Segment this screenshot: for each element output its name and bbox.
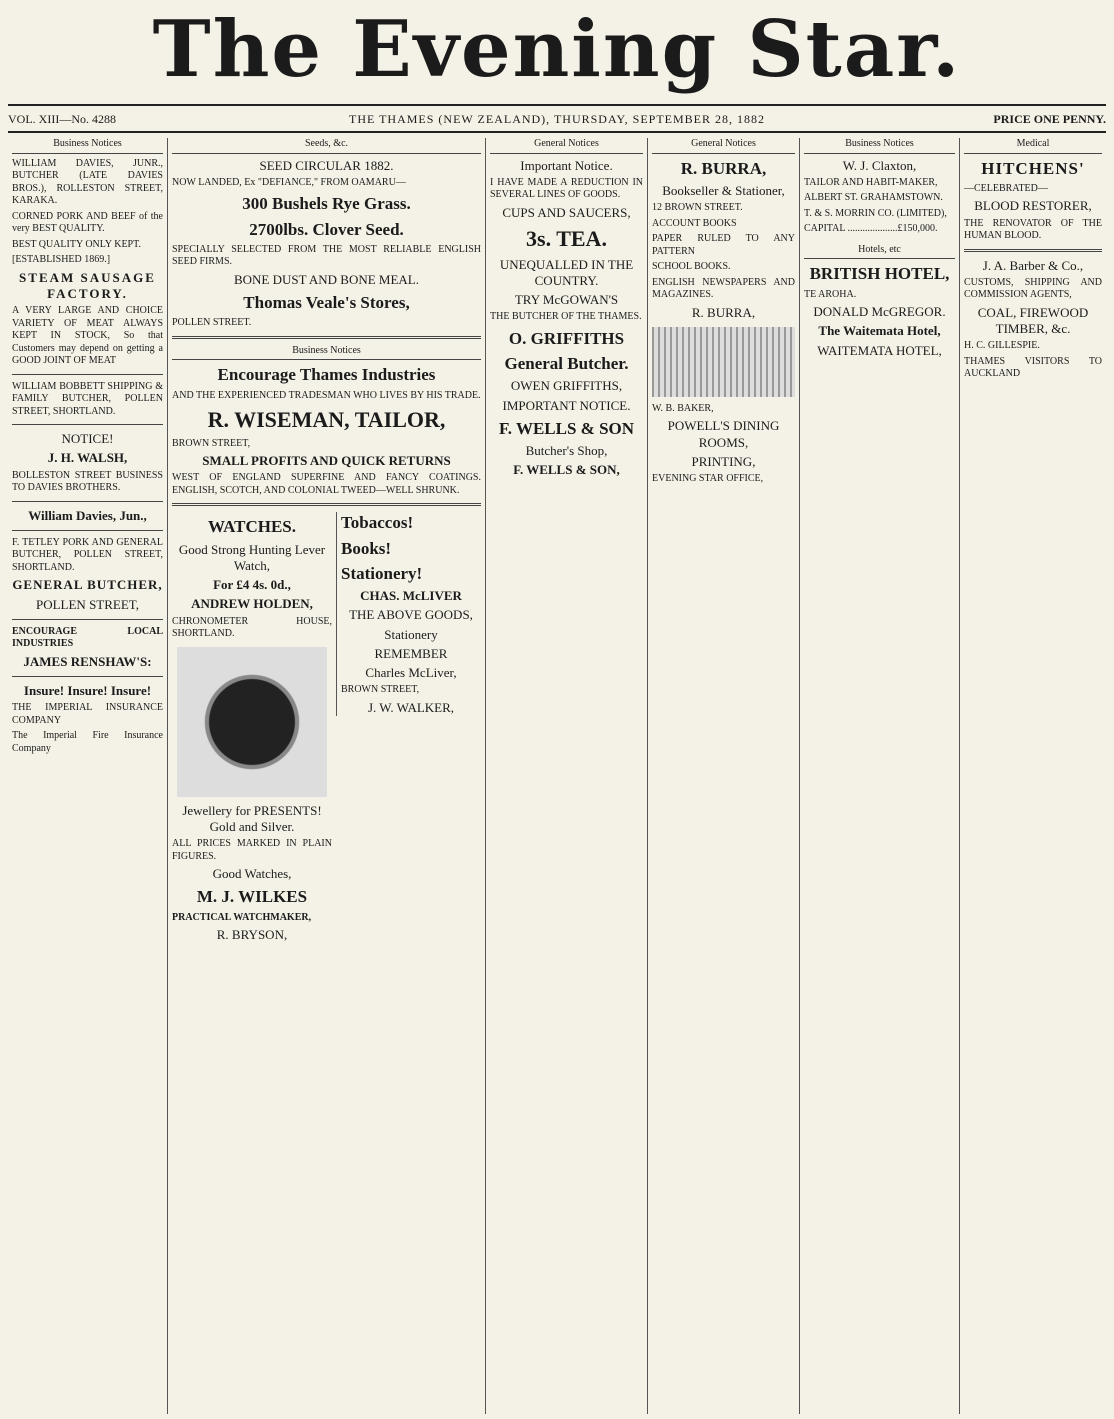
- ad-text: WILLIAM BOBBETT SHIPPING & FAMILY BUTCHER, POLLEN STREET, SHORTLAND.: [12, 380, 163, 417]
- column-4: [486, 138, 648, 1414]
- ad-heading: General Butcher.: [504, 354, 629, 373]
- ad-heading: COAL, FIREWOOD TIMBER, &c.: [977, 304, 1089, 336]
- ad-text: BROWN STREET,: [172, 437, 251, 449]
- ad-heading: William Davies, Jun.,: [28, 507, 147, 523]
- ad-heading: O. GRIFFITHS: [508, 328, 625, 348]
- ad-heading: STEAM SAUSAGE FACTORY.: [19, 269, 156, 301]
- ad-text: BOLLESTON STREET BUSINESS TO DAVIES BROTHERS.: [12, 469, 163, 493]
- ad-text: SCHOOL BOOKS.: [652, 261, 731, 272]
- price: PRICE ONE PENNY.: [993, 112, 1106, 126]
- ad-heading: REMEMBER: [374, 645, 448, 661]
- ad-heading: CHAS. McLIVER: [360, 588, 462, 603]
- ad-text: WILLIAM DAVIES, JUNR., BUTCHER (LATE DAVIES BROS.), ROLLESTON STREET, KARAKA.: [12, 157, 163, 206]
- section-header: Business Notices: [804, 138, 955, 154]
- ad-heading: Good Strong Hunting Lever Watch,: [178, 541, 326, 573]
- divider: [172, 336, 481, 339]
- place-date: THE THAMES (NEW ZEALAND), THURSDAY, SEPTEMBER 28, 1882: [348, 112, 765, 126]
- ad-heading: SMALL PROFITS AND QUICK RETURNS: [202, 453, 451, 468]
- ad-text: CAPITAL ....................£150,000.: [804, 223, 938, 235]
- ad-text: H. C. GILLESPIE.: [964, 340, 1040, 352]
- ad-heading: CUPS AND SAUCERS,: [502, 204, 631, 220]
- ad-heading: TRY McGOWAN'S: [514, 292, 619, 307]
- column-6: [800, 138, 960, 1414]
- divider: [12, 374, 163, 375]
- section-header: Seeds, &c.: [172, 138, 481, 154]
- ad-heading: UNEQUALLED IN THE COUNTRY.: [499, 256, 634, 288]
- ad-heading: WATCHES.: [207, 517, 296, 537]
- volume-number: VOL. XIII—No. 4288: [8, 112, 116, 126]
- ad-heading: F. WELLS & SON,: [513, 462, 620, 478]
- horse-illustration: [652, 327, 795, 397]
- ad-heading: JAMES RENSHAW'S:: [23, 653, 152, 669]
- masthead: [0, 0, 1114, 112]
- ad-heading: THE ABOVE GOODS,: [349, 607, 473, 623]
- ad-heading: BLOOD RESTORER,: [974, 198, 1092, 214]
- ad-heading: OWEN GRIFFITHS,: [510, 378, 623, 394]
- ad-heading: Charles McLiver,: [365, 665, 457, 680]
- section-header: Hotels, etc: [804, 244, 955, 260]
- ad-heading: R. WISEMAN, TAILOR,: [207, 407, 446, 432]
- section-header: General Notices: [652, 138, 795, 154]
- ad-heading: POWELL'S DINING ROOMS,: [667, 418, 780, 450]
- divider: [12, 424, 163, 425]
- ad-text: ALBERT ST. GRAHAMSTOWN.: [804, 192, 943, 204]
- ad-text: AND THE EXPERIENCED TRADESMAN WHO LIVES BY HIS TRADE.: [172, 389, 481, 401]
- divider: [12, 501, 163, 502]
- divider: [12, 676, 163, 677]
- dateline: [8, 112, 1106, 130]
- ad-text: F. TETLEY PORK AND GENERAL BUTCHER, POLLEN STREET, SHORTLAND.: [12, 536, 163, 573]
- ad-text: CORNED PORK AND BEEF of the very BEST QUALITY.: [12, 210, 163, 234]
- ad-heading: WAITEMATA HOTEL,: [817, 342, 942, 358]
- ad-heading: ANDREW HOLDEN,: [191, 596, 313, 612]
- ad-heading: R. BRYSON,: [216, 927, 288, 942]
- newspaper-title: The Evening Star.: [152, 4, 962, 95]
- ad-text: WEST OF ENGLAND SUPERFINE AND FANCY COATINGS. ENGLISH, SCOTCH, AND COLONIAL TWEED—WELL SHRUNK.: [172, 472, 481, 496]
- ad-heading: Jewellery for PRESENTS! Gold and Silver.: [182, 802, 322, 834]
- watches-ad: [172, 512, 332, 946]
- ad-text: TE AROHA.: [804, 288, 857, 300]
- ad-heading: IMPORTANT NOTICE.: [502, 397, 631, 413]
- ad-heading: 3s. TEA.: [526, 226, 607, 251]
- ad-text: I HAVE MADE A REDUCTION IN SEVERAL LINES OF GOODS.: [490, 176, 643, 201]
- ad-text: ACCOUNT BOOKS: [652, 217, 737, 229]
- ad-heading: 2700lbs. Clover Seed.: [249, 219, 404, 239]
- ad-text: THE IMPERIAL INSURANCE COMPANY: [12, 702, 163, 726]
- ad-heading: Encourage Thames Industries: [217, 365, 436, 385]
- column-2: [168, 138, 486, 1414]
- ad-text: PAPER RULED TO ANY PATTERN: [652, 233, 795, 257]
- ad-heading: Tobaccos!: [341, 513, 414, 533]
- ad-text: W. B. BAKER,: [652, 402, 714, 414]
- ad-heading: ENCOURAGE LOCAL INDUSTRIES: [12, 625, 163, 650]
- ad-text: CHRONOMETER HOUSE, SHORTLAND.: [172, 615, 332, 639]
- section-header: Business Notices: [172, 345, 481, 361]
- ad-heading: J. H. WALSH,: [47, 450, 128, 466]
- ad-text: —CELEBRATED—: [964, 182, 1048, 194]
- ad-heading: J. W. WALKER,: [367, 699, 455, 715]
- ad-heading: R. BURRA,: [680, 158, 767, 178]
- ad-heading: F. WELLS & SON: [498, 418, 635, 438]
- ad-text: THE RENOVATOR OF THE HUMAN BLOOD.: [964, 217, 1102, 241]
- ad-heading: Books!: [341, 538, 392, 558]
- ad-heading: Stationery: [384, 626, 438, 642]
- ad-heading: PRINTING,: [691, 453, 756, 469]
- ad-text: TAILOR AND HABIT-MAKER,: [804, 176, 938, 188]
- ad-text: PRACTICAL WATCHMAKER,: [172, 911, 312, 923]
- ad-text: BROWN STREET,: [341, 684, 420, 696]
- ad-text: CUSTOMS, SHIPPING AND COMMISSION AGENTS,: [964, 276, 1102, 301]
- divider: [12, 619, 163, 620]
- ad-heading: Stationery!: [341, 563, 423, 583]
- divider: [172, 503, 481, 506]
- ad-heading: POLLEN STREET,: [35, 596, 140, 612]
- ad-text: A VERY LARGE AND CHOICE VARIETY OF MEAT ALWAYS KEPT IN STOCK, So that Customers may depend on getting a GOOD JOINT OF MEAT: [12, 305, 163, 366]
- ad-text: SPECIALLY SELECTED FROM THE MOST RELIABLE ENGLISH SEED FIRMS.: [172, 243, 481, 268]
- ad-text: ENGLISH NEWSPAPERS AND MAGAZINES.: [652, 276, 795, 300]
- section-header: Medical: [964, 138, 1102, 154]
- ad-text: ALL PRICES MARKED IN PLAIN FIGURES.: [172, 838, 332, 862]
- ad-text: THE BUTCHER OF THE THAMES.: [490, 311, 642, 323]
- dateline-rule: [8, 131, 1106, 133]
- ad-heading: J. A. Barber & Co.,: [982, 257, 1084, 273]
- ad-heading: GENERAL BUTCHER,: [12, 577, 163, 593]
- ad-text: The Imperial Fire Insurance Company: [12, 730, 163, 754]
- column-5: [648, 138, 800, 1414]
- ad-heading: Important Notice.: [520, 157, 613, 173]
- ad-heading: W. J. Claxton,: [842, 157, 917, 173]
- ad-heading: Butcher's Shop,: [525, 443, 608, 458]
- divider: [12, 530, 163, 531]
- ad-heading: DONALD McGREGOR.: [813, 304, 946, 319]
- clock-illustration: [177, 647, 327, 797]
- columns: [8, 138, 1106, 1414]
- ad-heading: HITCHENS': [981, 158, 1085, 178]
- ad-text: 12 BROWN STREET.: [652, 202, 743, 213]
- ad-heading: BONE DUST AND BONE MEAL.: [233, 271, 419, 287]
- ad-heading: NOTICE!: [61, 431, 114, 446]
- masthead-rule: [8, 104, 1106, 106]
- ad-text: [ESTABLISHED 1869.]: [12, 254, 111, 265]
- ad-text: THAMES VISITORS TO AUCKLAND: [964, 355, 1102, 380]
- divider: [964, 249, 1102, 252]
- ad-heading: R. BURRA,: [691, 304, 756, 320]
- ad-heading: For £4 4s. 0d.,: [213, 577, 291, 592]
- column-7: [960, 138, 1106, 1414]
- ad-text: EVENING STAR OFFICE,: [652, 473, 764, 484]
- ad-heading: Thomas Veale's Stores,: [243, 293, 410, 312]
- section-header: General Notices: [490, 138, 643, 154]
- ad-heading: 300 Bushels Rye Grass.: [242, 194, 411, 214]
- section-header: Business Notices: [12, 138, 163, 154]
- ad-heading: Insure! Insure! Insure!: [23, 683, 152, 698]
- ad-heading: BRITISH HOTEL,: [809, 264, 950, 284]
- ad-heading: M. J. WILKES: [196, 887, 308, 907]
- column-1: [8, 138, 168, 1414]
- ad-text: BEST QUALITY ONLY KEPT.: [12, 238, 141, 250]
- ad-text: NOW LANDED, Ex "DEFIANCE," FROM OAMARU—: [172, 176, 406, 188]
- ad-text: T. & S. MORRIN CO. (LIMITED),: [804, 207, 947, 219]
- ad-heading: The Waitemata Hotel,: [818, 323, 941, 339]
- ad-text: POLLEN STREET.: [172, 317, 252, 329]
- ad-heading: SEED CIRCULAR 1882.: [259, 157, 394, 173]
- mcliver-ad: [336, 512, 481, 716]
- ad-heading: Good Watches,: [212, 866, 292, 881]
- ad-heading: Bookseller & Stationer,: [662, 182, 785, 198]
